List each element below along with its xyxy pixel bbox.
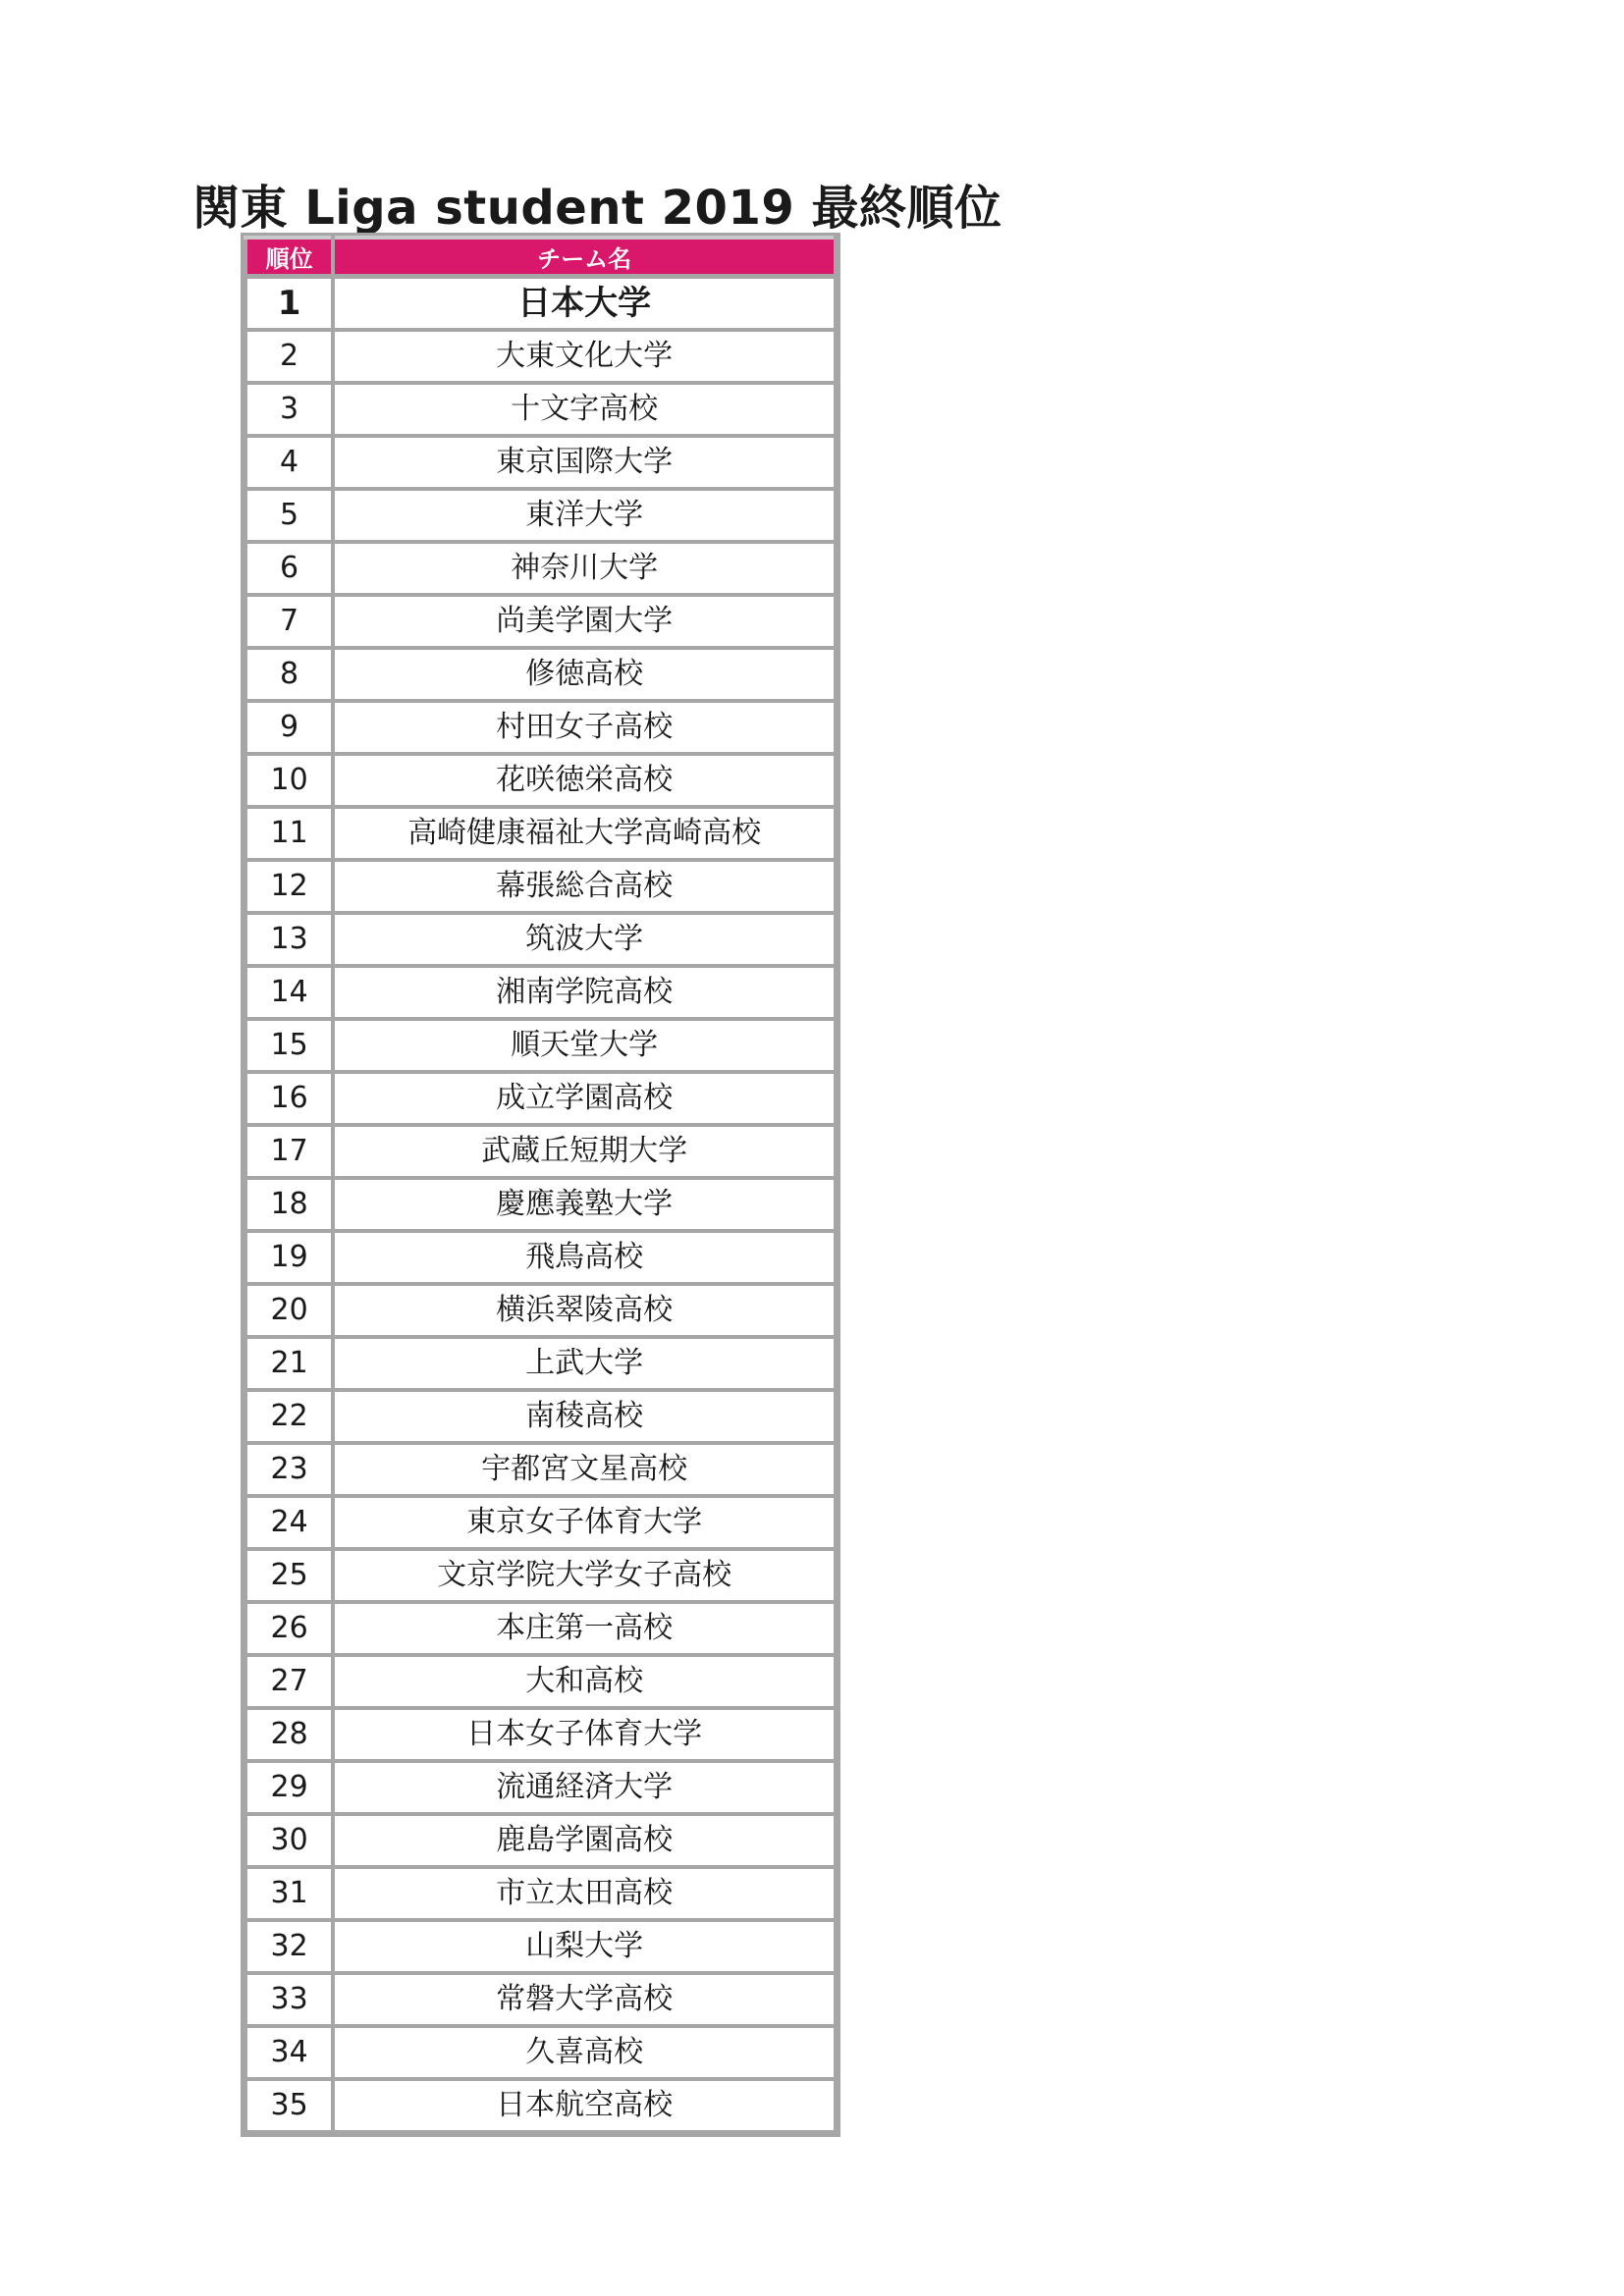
rank-column-header: 順位 <box>245 238 333 277</box>
table-row <box>245 1602 836 1655</box>
rank-cell: 25 <box>245 1549 333 1602</box>
table-row <box>245 1019 836 1072</box>
rank-cell: 2 <box>245 330 333 383</box>
table-row <box>245 860 836 913</box>
rank-cell: 31 <box>245 1867 333 1920</box>
team-name-cell: 湘南学院高校 <box>333 966 836 1019</box>
table-row <box>245 1390 836 1443</box>
team-name-cell: 慶應義塾大学 <box>333 1178 836 1231</box>
rank-cell: 16 <box>245 1072 333 1125</box>
table-row <box>245 542 836 595</box>
team-name-cell: 上武大学 <box>333 1337 836 1390</box>
team-name-cell: 成立学園高校 <box>333 1072 836 1125</box>
table-row <box>245 1178 836 1231</box>
team-column-header: チーム名 <box>333 238 836 277</box>
team-name-cell: 東洋大学 <box>333 489 836 542</box>
rank-cell: 34 <box>245 2026 333 2079</box>
rank-cell: 35 <box>245 2079 333 2132</box>
rank-cell: 32 <box>245 1920 333 1973</box>
rank-cell: 8 <box>245 648 333 701</box>
rank-cell: 1 <box>245 277 333 331</box>
team-name-cell: 宇都宮文星高校 <box>333 1443 836 1496</box>
rank-cell: 26 <box>245 1602 333 1655</box>
team-name-cell: 大東文化大学 <box>333 330 836 383</box>
rank-cell: 4 <box>245 436 333 489</box>
table-row <box>245 330 836 383</box>
table-row <box>245 807 836 860</box>
team-name-cell: 十文字高校 <box>333 383 836 436</box>
table-row <box>245 1284 836 1337</box>
rank-cell: 28 <box>245 1708 333 1761</box>
table-row <box>245 966 836 1019</box>
team-name-cell: 高崎健康福祉大学高崎高校 <box>333 807 836 860</box>
team-name-cell: 本庄第一高校 <box>333 1602 836 1655</box>
team-name-cell: 日本大学 <box>333 277 836 331</box>
team-name-cell: 尚美学園大学 <box>333 595 836 648</box>
table-row <box>245 2026 836 2079</box>
table-row <box>245 2079 836 2132</box>
rank-cell: 33 <box>245 1973 333 2026</box>
table-row <box>245 754 836 807</box>
team-name-cell: 日本航空高校 <box>333 2079 836 2132</box>
rank-cell: 3 <box>245 383 333 436</box>
team-name-cell: 東京女子体育大学 <box>333 1496 836 1549</box>
rank-cell: 23 <box>245 1443 333 1496</box>
page-title: 関東 Liga student 2019 最終順位 <box>192 181 1002 237</box>
rank-cell: 12 <box>245 860 333 913</box>
team-name-cell: 修徳高校 <box>333 648 836 701</box>
table-row <box>245 1125 836 1178</box>
table-row <box>245 436 836 489</box>
rank-cell: 29 <box>245 1761 333 1814</box>
table-row <box>245 913 836 966</box>
table-row <box>245 489 836 542</box>
team-name-cell: 飛鳥高校 <box>333 1231 836 1284</box>
rank-cell: 30 <box>245 1814 333 1867</box>
rank-cell: 7 <box>245 595 333 648</box>
team-name-cell: 幕張総合高校 <box>333 860 836 913</box>
table-row <box>245 1867 836 1920</box>
rank-cell: 5 <box>245 489 333 542</box>
table-row <box>245 1920 836 1973</box>
team-name-cell: 流通経済大学 <box>333 1761 836 1814</box>
rank-cell: 13 <box>245 913 333 966</box>
table-row <box>245 595 836 648</box>
rank-cell: 11 <box>245 807 333 860</box>
rank-cell: 21 <box>245 1337 333 1390</box>
table-row <box>245 277 836 331</box>
rank-cell: 17 <box>245 1125 333 1178</box>
team-name-cell: 文京学院大学女子高校 <box>333 1549 836 1602</box>
standings-body <box>245 277 836 2133</box>
rank-cell: 15 <box>245 1019 333 1072</box>
team-name-cell: 筑波大学 <box>333 913 836 966</box>
rank-cell: 19 <box>245 1231 333 1284</box>
team-name-cell: 市立太田高校 <box>333 1867 836 1920</box>
team-name-cell: 村田女子高校 <box>333 701 836 754</box>
rank-cell: 9 <box>245 701 333 754</box>
table-row <box>245 648 836 701</box>
table-row <box>245 1072 836 1125</box>
standings-table <box>244 236 838 2134</box>
rank-cell: 6 <box>245 542 333 595</box>
table-header-row <box>245 238 836 277</box>
table-row <box>245 1973 836 2026</box>
rank-cell: 27 <box>245 1655 333 1708</box>
table-row <box>245 1655 836 1708</box>
team-name-cell: 花咲徳栄高校 <box>333 754 836 807</box>
team-name-cell: 東京国際大学 <box>333 436 836 489</box>
rank-cell: 24 <box>245 1496 333 1549</box>
table-row <box>245 1761 836 1814</box>
team-name-cell: 神奈川大学 <box>333 542 836 595</box>
rank-cell: 20 <box>245 1284 333 1337</box>
rank-cell: 22 <box>245 1390 333 1443</box>
team-name-cell: 南稜高校 <box>333 1390 836 1443</box>
table-row <box>245 1231 836 1284</box>
team-name-cell: 横浜翠陵高校 <box>333 1284 836 1337</box>
table-row <box>245 1443 836 1496</box>
team-name-cell: 順天堂大学 <box>333 1019 836 1072</box>
table-row <box>245 383 836 436</box>
team-name-cell: 日本女子体育大学 <box>333 1708 836 1761</box>
team-name-cell: 鹿島学園高校 <box>333 1814 836 1867</box>
table-row <box>245 1496 836 1549</box>
team-name-cell: 常磐大学高校 <box>333 1973 836 2026</box>
rank-cell: 14 <box>245 966 333 1019</box>
rank-cell: 18 <box>245 1178 333 1231</box>
table-row <box>245 1814 836 1867</box>
team-name-cell: 武蔵丘短期大学 <box>333 1125 836 1178</box>
table-row <box>245 1708 836 1761</box>
table-row <box>245 1549 836 1602</box>
team-name-cell: 久喜高校 <box>333 2026 836 2079</box>
table-row <box>245 1337 836 1390</box>
team-name-cell: 山梨大学 <box>333 1920 836 1973</box>
team-name-cell: 大和高校 <box>333 1655 836 1708</box>
rank-cell: 10 <box>245 754 333 807</box>
table-row <box>245 701 836 754</box>
